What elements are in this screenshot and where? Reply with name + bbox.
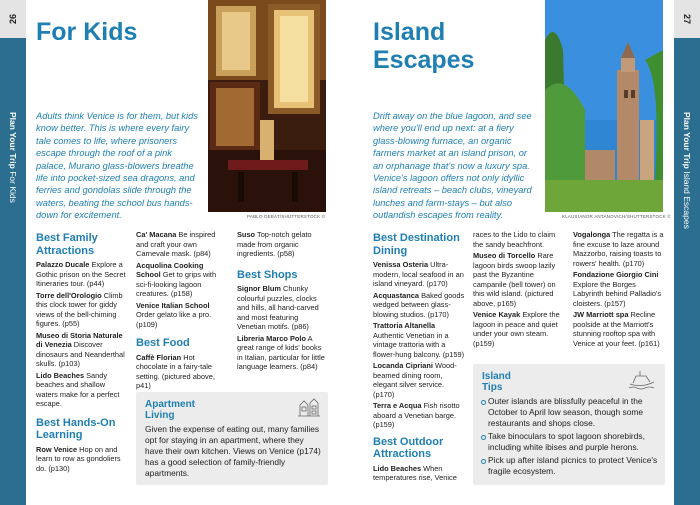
column-right-1 xyxy=(373,230,465,485)
column-right-2 xyxy=(473,230,565,350)
page-number-left: 26 xyxy=(0,0,26,38)
list-item: Caffè Florian Hot chocolate in a fairy-tale setting. (pictured above, p41) xyxy=(136,352,215,390)
photo-credit-right: KLAUSIANOR ANTANOVICH/SHUTTERSTOCK © xyxy=(562,214,671,219)
list-item: Row Venice Hop on and learn to row as gondoliers do. (p130) xyxy=(36,444,121,473)
list-item: Fondazione Giorgio Cini Explore the Borges Labyrinth behind Palladio's cloisters. (p157) xyxy=(573,270,662,308)
list-item: Venice Kayak Explore the lagoon in peace and quiet under your own steam. (p159) xyxy=(473,310,560,348)
building-icon xyxy=(297,397,321,422)
list-item: Vogalonga The regatta is a fine excuse to laze around Mazzorbo, raising toasts to rowers' health. (p170) xyxy=(573,230,664,268)
column-right-3 xyxy=(573,230,665,350)
column-left-2 xyxy=(136,230,228,393)
list-item: Acquolina Cooking School Get to grips with sci-fi-looking lagoon creatures. (p158) xyxy=(136,260,217,298)
tab-label-right: Plan Your Trip Island Escapes xyxy=(682,112,692,229)
list-item: Suso Top-notch gelato made from organic ingredients. (p58) xyxy=(237,230,312,258)
tab-label-left: Plan Your Trip For Kids xyxy=(8,112,18,203)
list-item: JW Marriott spa Recline poolside at the Marriott's stunning rooftop spa with Venice at your feet. (p161) xyxy=(573,310,660,348)
list-item: Trattoria Altanella Authentic Venetian in a vintage trattoria with a flower-hung balcony. (p159) xyxy=(373,321,465,359)
list-item: Lido Beaches Sandy beaches and shallow waters make for a perfect escape. xyxy=(36,370,120,408)
list-item: Terra e Acqua Fish risotto aboard a Venetian barge. (p159) xyxy=(373,401,460,429)
list-item: Museo di Storia Naturale di Venezia Discover dinosaurs and Neanderthal skulls. (p103) xyxy=(36,330,125,368)
box-title-island-tips: Island Tips xyxy=(482,371,511,393)
heading-hands-on-learning: Best Hands-On Learning xyxy=(36,416,116,441)
list-item: Lido Beaches When temperatures rise, Venice xyxy=(373,463,457,482)
list-item: Ca' Macana Be inspired and craft your own Carnevale mask. (p84) xyxy=(136,230,216,258)
list-item: Pick up after island picnics to protect Venice's fragile ecosystem. xyxy=(481,455,661,477)
box-title-apartment: Apartment Living xyxy=(145,399,196,421)
torcello-photo xyxy=(545,0,663,212)
list-item: races to the Lido to claim the sandy beachfront. xyxy=(473,230,556,249)
boat-icon xyxy=(628,370,656,395)
page-tab-left xyxy=(0,0,26,505)
list-item: Libreria Marco Polo A great range of kids' books in Italian, particular for little language learners. (p84) xyxy=(237,333,325,371)
heading-family-attractions: Best Family Attractions xyxy=(36,232,98,257)
list-item: Palazzo Ducale Explore a Gothic prison on the Secret Itineraries tour. (p44) xyxy=(36,260,126,288)
island-tips-list xyxy=(481,396,661,479)
page-number-right: 27 xyxy=(674,0,700,38)
cafe-photo xyxy=(208,0,326,212)
list-item: Signor Blum Chunky colourful puzzles, clocks and hills, all hand-carved and most featuring Venetian motifs. (p86) xyxy=(237,284,319,331)
heading-best-shops: Best Shops xyxy=(237,268,298,281)
column-left-3 xyxy=(237,230,329,374)
list-item: Museo di Torcello Rare lagoon birds swoop lazily past the Byzantine campanile (bell tower) on this wild island. (pictured above, p165) xyxy=(473,251,556,308)
list-item: Torre dell'Orologio Climb this clock tower for giddy views of the bell-chiming figures. (p55) xyxy=(36,290,123,328)
photo-credit-left: PABLO DEBAT/SHUTTERSTOCK © xyxy=(247,214,326,219)
list-item: Locanda Cipriani Wood-beamed dining room, elegant silver service. (p170) xyxy=(373,361,457,399)
list-item: Take binoculars to spot lagoon shorebirds, including white ibises and purple herons. xyxy=(481,431,661,453)
heading-best-food: Best Food xyxy=(136,337,190,349)
box-text-apartment: Given the expense of eating out, many families opt for staying in an apartment, where they have their own kitchen. Views on Venice (p174) has a good selection of family-friendly apartments. xyxy=(145,424,321,478)
list-item: Outer islands are blissfully peaceful in the October to April low season, though some restaurants and shops close. xyxy=(481,396,661,429)
page-title-left: For Kids xyxy=(36,18,138,46)
list-item: Venissa Osteria Ultra-modern, local seafood in an island vineyard. (p170) xyxy=(373,260,464,288)
intro-left: Adults think Venice is for them, but kids know better. This is where every fairy tale comes to life, where prisoners escape through the roof of a pink palace, Murano glass-blowers breathe life into pocket-sized sea dragons, and ferries and gondolas slide through the waters, beating the school bus hands-down for excitement. xyxy=(36,111,198,221)
list-item: Venice Italian School Order gelato like a pro. (p109) xyxy=(136,300,212,329)
page-tab-right xyxy=(674,0,700,505)
column-left-1 xyxy=(36,230,126,475)
intro-right: Drift away on the blue lagoon, and see where you'll end up next: at a fiery glass-blowing furnace, an organic farmers market at an island prison, or an orphanage that's now a luxury spa. Venice's lagoon offers not only idyllic island retreats – beach clubs, vineyard lunches and farm-stays – but also outlandish escapes from reality. xyxy=(373,111,532,221)
page-title-right: Island Escapes xyxy=(373,18,475,74)
list-item: Acquastanca Baked goods wedged between glass-blowing studios. (p170) xyxy=(373,290,465,319)
heading-destination-dining: Best Destination Dining xyxy=(373,232,460,257)
heading-outdoor-attractions: Best Outdoor Attractions xyxy=(373,435,444,460)
